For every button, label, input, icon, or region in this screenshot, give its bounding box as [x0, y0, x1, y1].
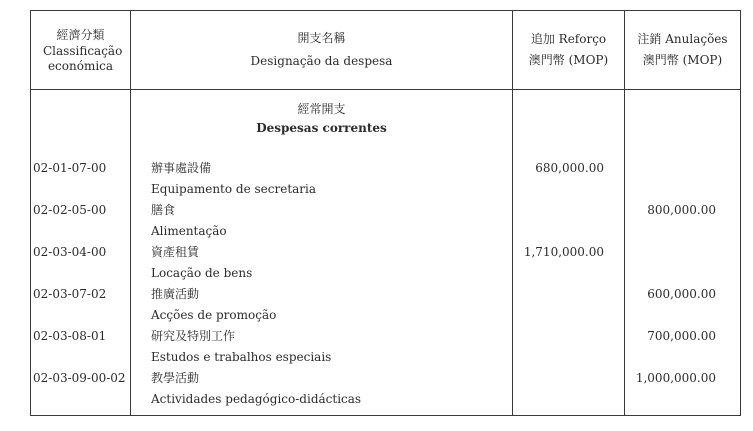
designation-entry [131, 284, 512, 326]
code-entry [31, 284, 130, 326]
annulment-entry [625, 200, 740, 242]
reinforcement-amount [513, 200, 624, 221]
economic-code: 02-02-05-00 [33, 203, 107, 217]
designation-pt: Alimentação [151, 224, 227, 238]
header-designation-pt: Designação da despesa [250, 54, 393, 68]
header-designation [131, 11, 513, 90]
annulment-column [625, 96, 741, 416]
header-classification [31, 11, 131, 90]
reinforcement-amount [513, 284, 624, 305]
annulment-entry [625, 326, 740, 368]
reinforcement-entry [513, 284, 624, 326]
designation-pt: Equipamento de secretaria [151, 182, 317, 196]
economic-code: 02-03-07-02 [33, 287, 107, 301]
annulment-entry [625, 284, 740, 326]
annulment-entry [625, 158, 740, 200]
designation-pt: Acções de promoção [151, 308, 277, 322]
annulment-amount: 700,000.00 [647, 329, 716, 343]
reinforcement-entry [513, 326, 624, 368]
economic-code: 02-01-07-00 [33, 161, 107, 175]
section-title-pt: Despesas correntes [256, 121, 387, 135]
reinforcement-entry [513, 368, 624, 410]
designation-pt: Actividades pedagógico-didácticas [151, 392, 362, 406]
header-classification-pt: Classificação económica [43, 43, 123, 73]
annulment-entry [625, 242, 740, 284]
designation-zh: 膳食 [151, 203, 176, 217]
designation-zh: 研究及特別工作 [151, 329, 236, 343]
header-reinforcement-unit: 澳門幣 (MOP) [528, 53, 609, 67]
designation-entry [131, 326, 512, 368]
designation-entry [131, 158, 512, 200]
designation-entry [131, 200, 512, 242]
code-entry [31, 200, 130, 242]
reinforcement-entry [513, 242, 624, 284]
header-annulment [625, 11, 741, 90]
annulment-amount: 800,000.00 [647, 203, 716, 217]
designation-pt: Locação de bens [151, 266, 253, 280]
designation-zh: 辦事處設備 [151, 161, 212, 175]
annulment-entry [625, 368, 740, 410]
header-row [31, 11, 741, 90]
header-annulment-unit: 澳門幣 (MOP) [642, 53, 723, 67]
annulment-amount: 600,000.00 [647, 287, 716, 301]
designation-zh: 教學活動 [151, 371, 200, 385]
header-annulment-label: 注銷 Anulações [637, 32, 728, 46]
header-designation-zh: 開支名稱 [297, 31, 346, 45]
header-classification-zh: 經濟分類 [56, 27, 105, 42]
reinforcement-column [513, 96, 625, 416]
reinforcement-entry [513, 200, 624, 242]
reinforcement-amount: 1,710,000.00 [523, 245, 604, 259]
designation-column [131, 96, 513, 416]
header-reinforcement [513, 11, 625, 90]
designation-zh: 資產租賃 [151, 245, 200, 259]
reinforcement-entry [513, 158, 624, 200]
reinforcement-amount: 680,000.00 [535, 161, 604, 175]
annulment-amount [625, 158, 740, 179]
designation-pt: Estudos e trabalhos especiais [151, 350, 332, 364]
code-column [31, 96, 131, 416]
annulment-amount [625, 242, 740, 263]
section-title-zh: 經常開支 [297, 102, 346, 116]
budget-table [30, 10, 741, 416]
body-row [31, 96, 741, 416]
reinforcement-amount [513, 368, 624, 389]
designation-zh: 推廣活動 [151, 287, 200, 301]
annulment-amount: 1,000,000.00 [635, 371, 716, 385]
reinforcement-amount [513, 326, 624, 347]
code-entry [31, 326, 130, 368]
header-reinforcement-label: 追加 Reforço [530, 32, 607, 46]
code-entry [31, 158, 130, 200]
economic-code: 02-03-08-01 [33, 329, 107, 343]
economic-code: 02-03-09-00-02 [33, 371, 126, 385]
section-heading [131, 96, 512, 158]
economic-code: 02-03-04-00 [33, 245, 107, 259]
designation-entry [131, 242, 512, 284]
designation-entry [131, 368, 512, 410]
code-entry [31, 242, 130, 284]
code-entry [31, 368, 130, 410]
